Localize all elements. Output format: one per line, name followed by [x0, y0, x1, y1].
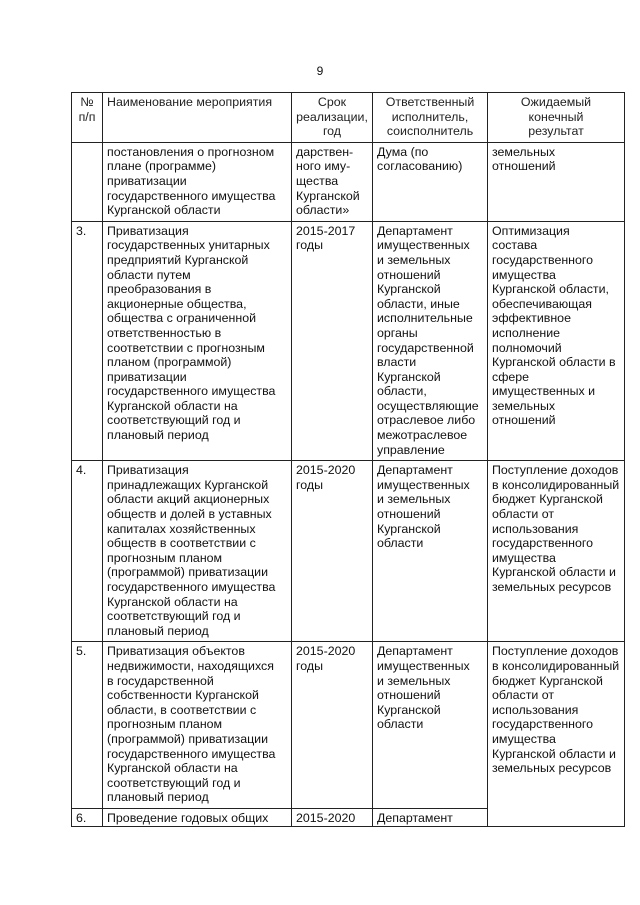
row-name: Приватизация государственных унитарных предприятий Курганской области путем преобразования в акционерные общества, общества с ограниченной ответственностью в соответствии с прогнозным планом (программой) приватизации государственного имущества Курганской области на соответствующий год и плановый период: [103, 221, 292, 461]
row-responsible: Дума (по согласованию): [373, 142, 488, 221]
table-row: [72, 221, 625, 461]
row-name: Приватизация принадлежащих Курганской области акций акционерных обществ и долей в уставных капиталах хозяйственных обществ в соответствии с прогнозным планом (программой) приватизации государственного имущества Курганской области на соответствующий год и плановый период: [103, 461, 292, 642]
row-responsible: Департамент имущественных и земельных отношений Курганской области: [373, 461, 488, 642]
row-name: постановления о прогнозном плане (программе) приватизации государственного имущества Курганской области: [103, 142, 292, 221]
row-number: 5.: [72, 642, 103, 809]
row-number: 6.: [72, 808, 103, 826]
table-header-row: [72, 93, 625, 143]
header-number: № п/п: [72, 93, 103, 143]
row-term: 2015-2020 годы: [292, 642, 373, 809]
row-name: Приватизация объектов недвижимости, находящихся в государственной собственности Курганской области, в соответствии с прогнозным планом (программой) приватизации государственного имущества Курганской области на соответствующий год и плановый период: [103, 642, 292, 809]
row-term: 2015-2020 годы: [292, 461, 373, 642]
row-term: 2015-2017 годы: [292, 221, 373, 461]
row-result: земельных отношений: [488, 142, 625, 221]
header-result: Ожидаемый конечный результат: [488, 93, 625, 143]
row-responsible: Департамент: [373, 808, 488, 826]
row-number: [72, 142, 103, 221]
table-row: [72, 461, 625, 642]
header-name: Наименование мероприятия: [103, 93, 292, 143]
row-result: Оптимизация состава государственного имущества Курганской области, обеспечивающая эффективное исполнение полномочий Курганской области в сфере имущественных и земельных отношений: [488, 221, 625, 461]
row-responsible: Департамент имущественных и земельных отношений Курганской области: [373, 642, 488, 809]
row-number: 3.: [72, 221, 103, 461]
row-number: 4.: [72, 461, 103, 642]
row-result: Поступление доходов в консолидированный бюджет Курганской области от использования государственного имущества Курганской области и земельных ресурсов: [488, 642, 625, 826]
row-name: Проведение годовых общих: [103, 808, 292, 826]
measures-table: [71, 92, 625, 827]
row-responsible: Департамент имущественных и земельных отношений Курганской области, иные исполнительные органы государственной власти Курганской области, осуществляющие отраслевое либо межотраслевое управление: [373, 221, 488, 461]
header-responsible: Ответственный исполнитель, соисполнитель: [373, 93, 488, 143]
page-number: 9: [316, 64, 324, 78]
table-row: [72, 642, 625, 809]
row-term: дарствен- ного иму- щества Курганской области»: [292, 142, 373, 221]
header-term: Срок реализации, год: [292, 93, 373, 143]
table-row: [72, 142, 625, 221]
row-result: Поступление доходов в консолидированный бюджет Курганской области от использования государственного имущества Курганской области и земельных ресурсов: [488, 461, 625, 642]
row-term: 2015-2020: [292, 808, 373, 826]
